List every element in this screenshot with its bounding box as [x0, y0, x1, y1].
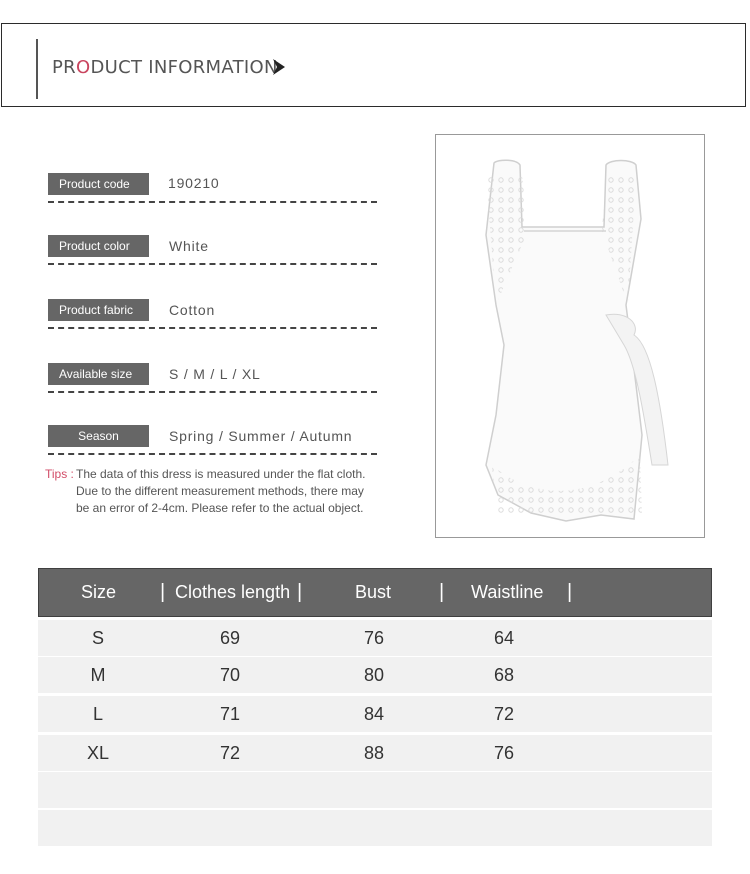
- column-separator: |: [160, 581, 166, 603]
- info-row-available-size: [48, 363, 377, 395]
- cell-waistline: 64: [493, 628, 515, 648]
- dashed-divider: [48, 391, 377, 393]
- tips-label: Tips :: [45, 467, 74, 481]
- header-accent-bar: [36, 39, 38, 99]
- cell-waistline: 76: [493, 743, 515, 763]
- cell-size: M: [90, 665, 106, 685]
- table-row-empty: [38, 810, 712, 846]
- dress-illustration: [436, 135, 704, 537]
- cell-waistline: 72: [493, 704, 515, 724]
- info-row-product-code: [48, 173, 377, 205]
- cell-clothes-length: 71: [219, 704, 241, 724]
- dashed-divider: [48, 263, 377, 265]
- column-separator: |: [567, 581, 573, 603]
- cell-waistline: 68: [493, 665, 515, 685]
- table-row: [38, 657, 712, 693]
- info-value: S / M / L / XL: [169, 366, 261, 382]
- column-separator: |: [439, 581, 445, 603]
- tips-text: [76, 466, 386, 517]
- product-photo: [435, 134, 705, 538]
- info-row-product-fabric: [48, 299, 377, 331]
- cell-clothes-length: 69: [219, 628, 241, 648]
- column-separator: |: [297, 581, 303, 603]
- info-value: White: [169, 238, 209, 254]
- dashed-divider: [48, 201, 377, 203]
- cell-bust: 80: [363, 665, 385, 685]
- cell-clothes-length: 72: [219, 743, 241, 763]
- info-label: Season: [48, 425, 149, 447]
- table-row: [38, 620, 712, 656]
- info-value: Spring / Summer / Autumn: [169, 428, 353, 444]
- column-header-size: Size: [81, 582, 117, 602]
- cell-clothes-length: 70: [219, 665, 241, 685]
- info-label: Product code: [48, 173, 149, 195]
- info-value: 190210: [168, 175, 220, 191]
- cell-size: S: [91, 628, 104, 648]
- tips-line: Due to the different measurement methods, there may: [76, 484, 364, 498]
- header-title: PRODUCT INFORMATION: [52, 57, 278, 78]
- product-information-header: [1, 23, 746, 107]
- cell-size: L: [92, 704, 103, 724]
- table-row: [38, 735, 712, 771]
- info-value: Cotton: [169, 302, 216, 318]
- column-header-bust: Bust: [355, 582, 392, 602]
- cell-bust: 88: [363, 743, 385, 763]
- table-row-empty: [38, 772, 712, 808]
- table-header: [38, 568, 712, 617]
- column-header-clothes-length: Clothes length: [175, 582, 291, 602]
- info-label: Product color: [48, 235, 149, 257]
- info-row-product-color: [48, 235, 377, 267]
- dashed-divider: [48, 453, 377, 455]
- tips-line: be an error of 2-4cm. Please refer to the actual object.: [76, 501, 364, 515]
- table-row: [38, 696, 712, 732]
- info-label: Product fabric: [48, 299, 149, 321]
- cell-bust: 84: [363, 704, 385, 724]
- chevron-right-icon: [272, 58, 286, 76]
- info-row-season: [48, 425, 377, 457]
- column-header-waistline: Waistline: [471, 582, 544, 602]
- cell-bust: 76: [363, 628, 385, 648]
- dashed-divider: [48, 327, 377, 329]
- cell-size: XL: [86, 743, 110, 763]
- info-label: Available size: [48, 363, 149, 385]
- tips-line: The data of this dress is measured under the flat cloth.: [76, 467, 366, 481]
